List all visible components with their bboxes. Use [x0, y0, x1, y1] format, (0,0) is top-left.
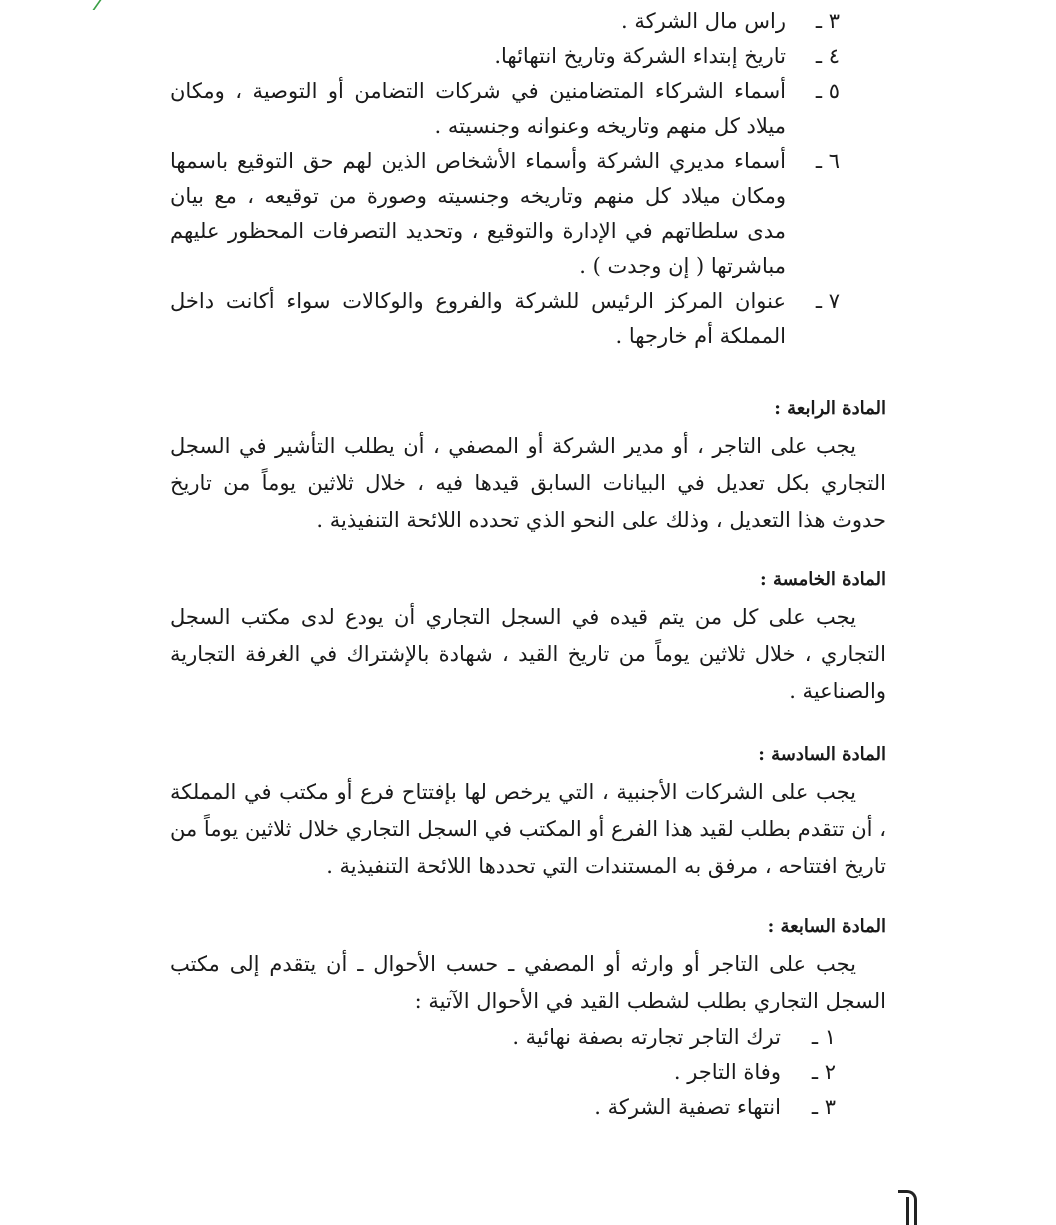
article-title: المادة السادسة :: [758, 744, 886, 765]
list-item: [170, 39, 886, 74]
list-item: [170, 1055, 886, 1090]
item-number: ٦ ـ: [815, 149, 840, 173]
item-text: راس مال الشركة .: [620, 9, 786, 33]
article-title: المادة الرابعة :: [774, 398, 886, 419]
registration-items-list: [170, 4, 886, 354]
deregistration-cases-list: [170, 1020, 886, 1125]
item-text: أسماء مديري الشركة وأسماء الأشخاص الذين لهم حق التوقيع باسمها ومكان ميلاد كل منهم وتاريخه وجنسيته وصورة من توقيعه ، مع بيان مدى سلطاتهم في الإدارة والتوقيع ، وتحديد التصرفات المحظور عليهم مباشرتها ( إن وجدت ) .: [170, 149, 786, 278]
article-title: المادة الخامسة :: [760, 569, 886, 590]
item-text: وفاة التاجر .: [673, 1060, 781, 1084]
article-body: يجب على التاجر ، أو مدير الشركة أو المصفي ، أن يطلب التأشير في السجل التجاري بكل تعديل في البيانات السابق قيدها فيه ، خلال ثلاثين يوماً من تاريخ حدوث هذا التعديل ، وذلك على النحو الذي تحدده اللائحة التنفيذية .: [170, 434, 886, 532]
item-text: عنوان المركز الرئيس للشركة والفروع والوكالات سواء أكانت داخل المملكة أم خارجها .: [170, 289, 786, 348]
article-title: المادة السابعة :: [767, 916, 886, 937]
item-number: ٧ ـ: [815, 289, 840, 313]
list-item: [170, 4, 886, 39]
list-item: [170, 1020, 886, 1055]
corner-mark: [92, 0, 115, 10]
article-body: يجب على الشركات الأجنبية ، التي يرخص لها بإفتتاح فرع أو مكتب في المملكة ، أن تتقدم بطلب لقيد هذا الفرع أو المكتب في السجل التجاري خلال ثلاثين يوماً من تاريخ افتتاحه ، مرفق به المستندات التي تحددها اللائحة التنفيذية .: [170, 780, 886, 878]
article-body: يجب على كل من يتم قيده في السجل التجاري أن يودع لدى مكتب السجل التجاري ، خلال ثلاثين يوماً من تاريخ القيد ، شهادة بالإشتراك في الغرفة التجارية والصناعية .: [170, 605, 886, 703]
item-text: انتهاء تصفية الشركة .: [594, 1095, 781, 1119]
list-item: [170, 144, 886, 284]
list-item: [170, 1090, 886, 1125]
article-four: [170, 396, 886, 539]
item-text: أسماء الشركاء المتضامنين في شركات التضامن أو التوصية ، ومكان ميلاد كل منهم وتاريخه وعنوانه وجنسيته .: [170, 79, 786, 138]
item-number: ٥ ـ: [815, 79, 840, 103]
item-number: ٣ ـ: [811, 1095, 836, 1119]
page-edge-bracket: [898, 1190, 917, 1225]
item-text: تاريخ إبتداء الشركة وتاريخ انتهائها.: [494, 44, 786, 68]
item-number: ٤ ـ: [815, 44, 840, 68]
article-seven: [170, 914, 886, 1125]
list-item: [170, 74, 886, 144]
article-five: [170, 567, 886, 710]
item-number: ١ ـ: [811, 1025, 836, 1049]
item-text: ترك التاجر تجارته بصفة نهائية .: [512, 1025, 781, 1049]
article-six: [170, 742, 886, 885]
article-body: يجب على التاجر أو وارثه أو المصفي ـ حسب الأحوال ـ أن يتقدم إلى مكتب السجل التجاري بطلب لشطب القيد في الأحوال الآتية :: [170, 952, 886, 1013]
item-number: ٢ ـ: [811, 1060, 836, 1084]
item-number: ٣ ـ: [815, 9, 840, 33]
list-item: [170, 284, 886, 354]
